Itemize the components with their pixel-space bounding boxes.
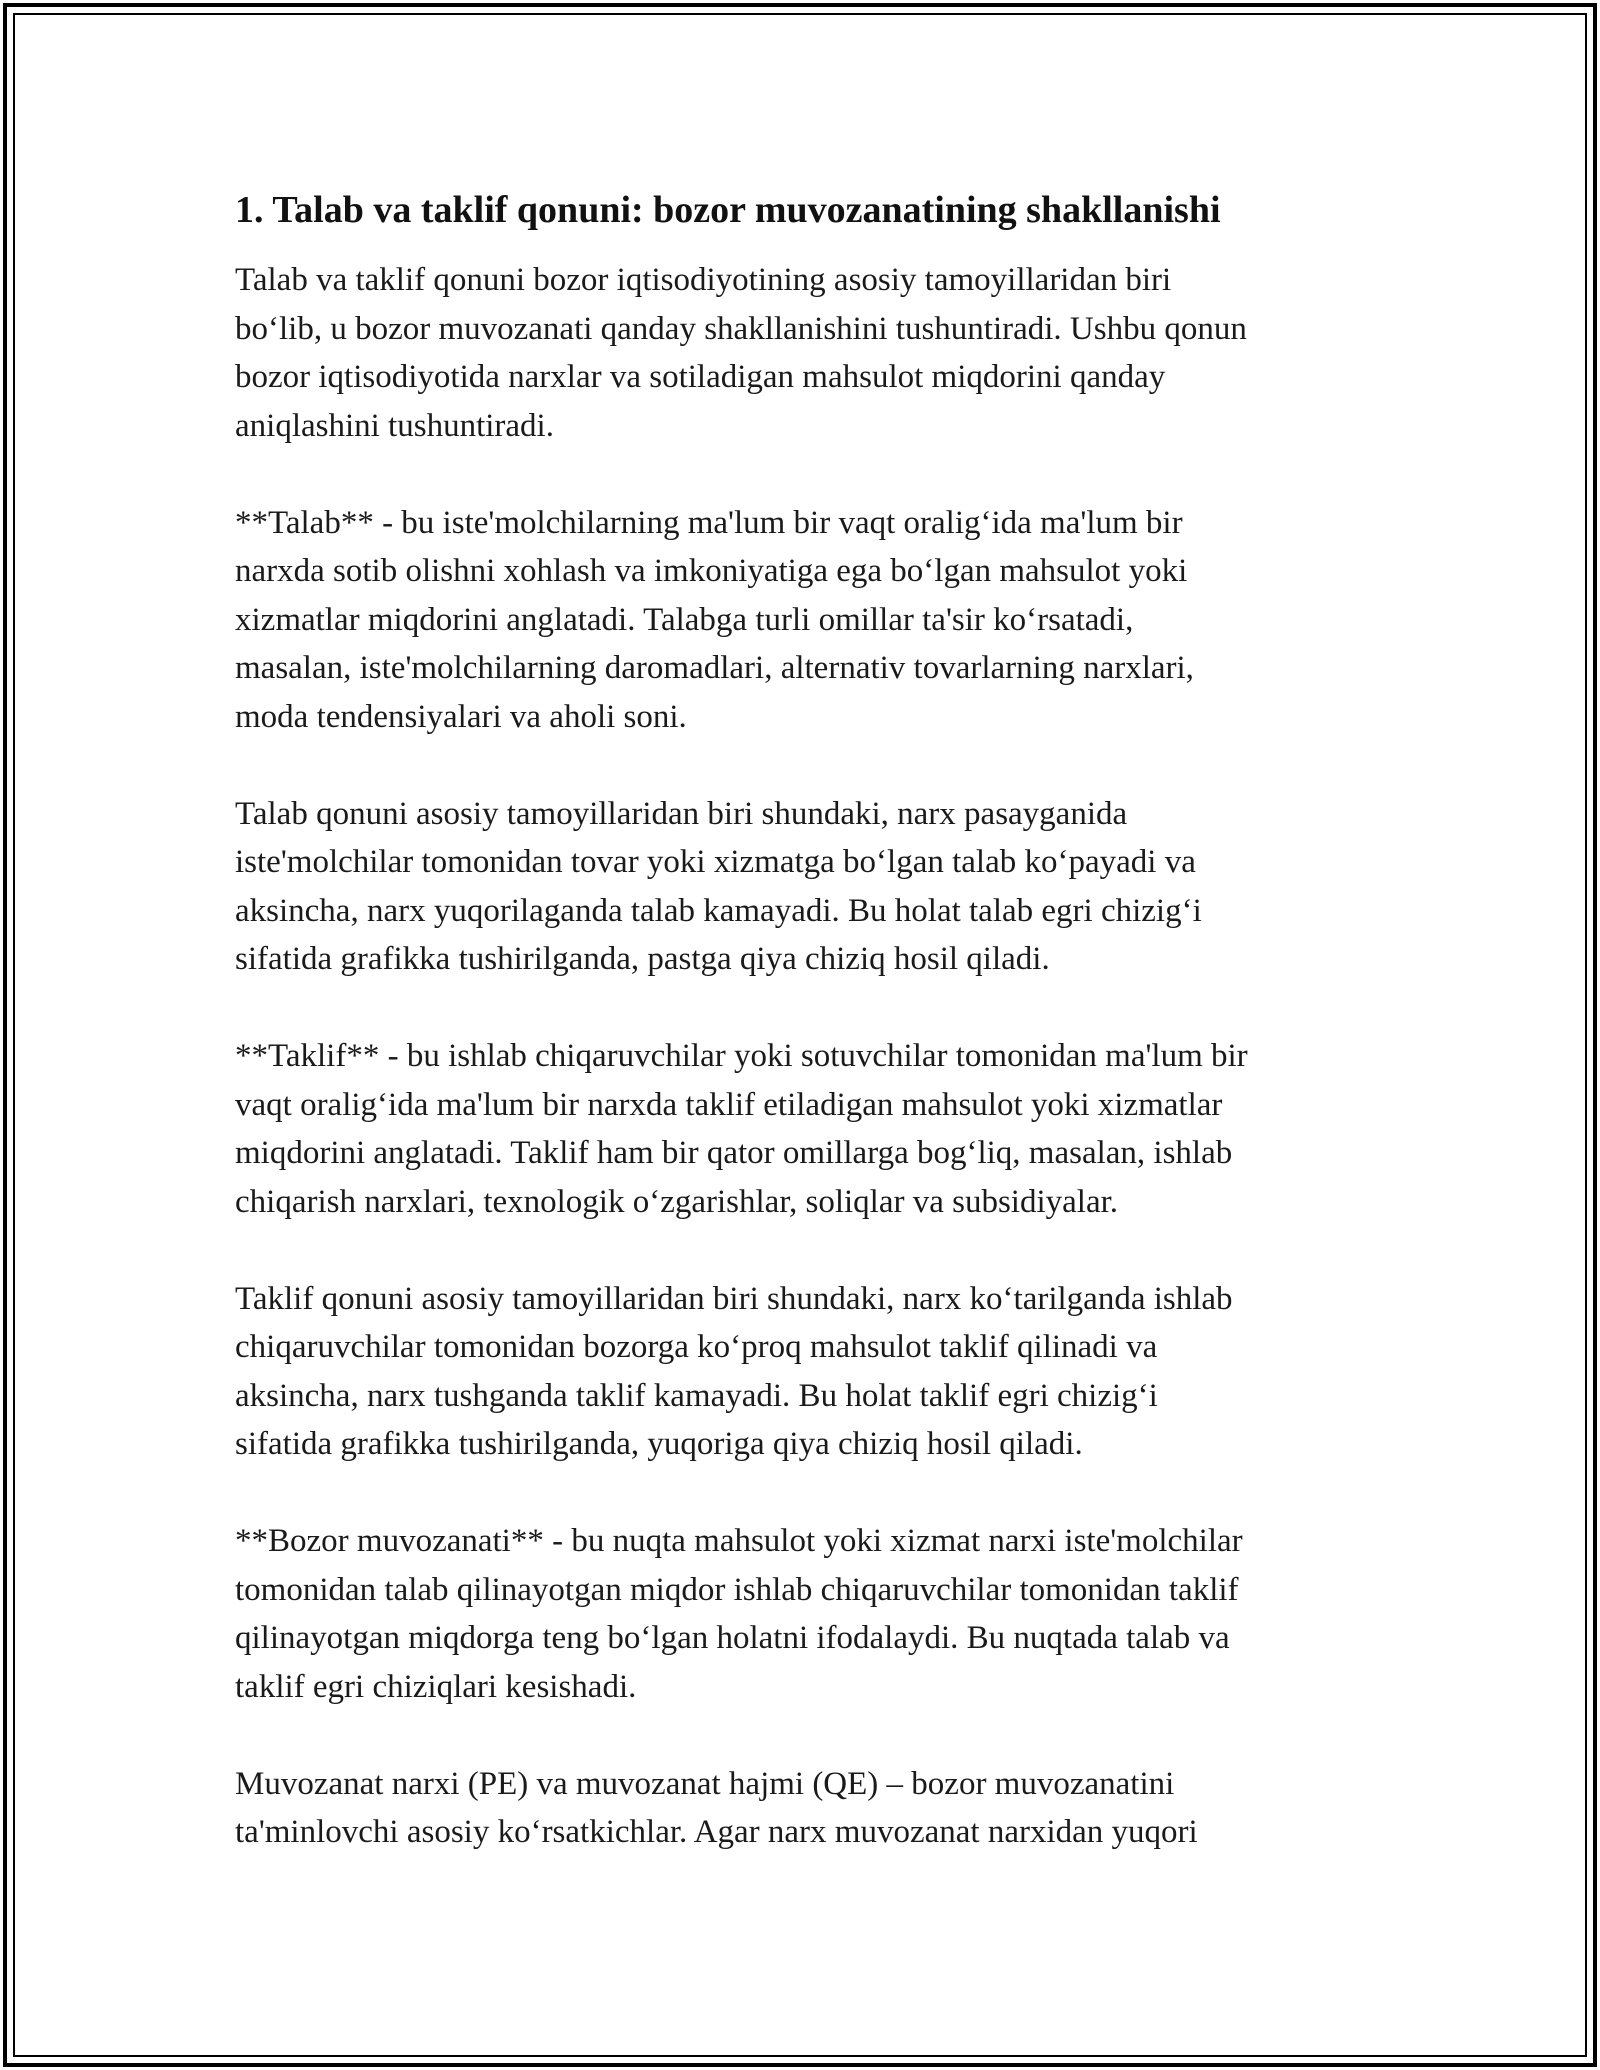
text-line: qilinayotgan miqdorga teng bo‘lgan holatni ifodalaydi. Bu nuqtada talab va [235,1620,1230,1656]
text-line: vaqt oralig‘ida ma'lum bir narxda taklif etiladigan mahsulot yoki xizmatlar [235,1086,1223,1123]
text-line: Talab qonuni asosiy tamoyillaridan biri shundaki, narx pasayganida [235,795,1128,832]
text-line: masalan, iste'molchilarning daromadlari, alternativ tovarlarning narxlari, [235,650,1194,686]
text-line: moda tendensiyalari va aholi soni. [235,698,687,735]
paragraph-market-equilibrium [235,1517,1365,1711]
paragraph-supply-law [235,1275,1365,1469]
text-line: tomonidan talab qilinayotgan miqdor ishlab chiqaruvchilar tomonidan taklif [235,1571,1239,1608]
paragraph-intro [235,256,1365,450]
text-line: **Bozor muvozanati** - bu nuqta mahsulot yoki xizmat narxi iste'molchilar [235,1523,1243,1559]
text-line: aksincha, narx tushganda taklif kamayadi. Bu holat taklif egri chizig‘i [235,1377,1158,1414]
text-line: chiqarish narxlari, texnologik o‘zgarishlar, soliqlar va subsidiyalar. [235,1183,1119,1220]
text-line: taklif egri chiziqlari kesishadi. [235,1668,637,1705]
text-line: iste'molchilar tomonidan tovar yoki xizmatga bo‘lgan talab ko‘payadi va [235,844,1196,880]
text-line: narxda sotib olishni xohlash va imkoniyatiga ega bo‘lgan mahsulot yoki [235,553,1188,589]
document-body [235,186,1365,1905]
text-line: aniqlashini tushuntiradi. [235,407,554,444]
text-line: **Taklif** - bu ishlab chiqaruvchilar yoki sotuvchilar tomonidan ma'lum bir [235,1038,1248,1074]
paragraph-equilibrium-price [235,1760,1365,1857]
text-line: chiqaruvchilar tomonidan bozorga ko‘proq mahsulot taklif qilinadi va [235,1329,1158,1365]
text-line: bozor iqtisodiyotida narxlar va sotiladigan mahsulot miqdorini qanday [235,359,1166,395]
text-line: miqdorini anglatadi. Taklif ham bir qator omillarga bog‘liq, masalan, ishlab [235,1135,1233,1171]
text-line: Muvozanat narxi (PE) va muvozanat hajmi (QE) – bozor muvozanatini [235,1765,1175,1802]
text-line: Talab va taklif qonuni bozor iqtisodiyotining asosiy tamoyillaridan biri [235,262,1172,298]
paragraph-demand-definition [235,499,1365,742]
text-line: Taklif qonuni asosiy tamoyillaridan biri shundaki, narx ko‘tarilganda ishlab [235,1280,1233,1317]
text-line: xizmatlar miqdorini anglatadi. Talabga turli omillar ta'sir ko‘rsatadi, [235,601,1134,638]
paragraph-supply-definition [235,1032,1365,1226]
text-line: ta'minlovchi asosiy ko‘rsatkichlar. Agar narx muvozanat narxidan yuqori [235,1814,1198,1850]
text-line: sifatida grafikka tushirilganda, pastga qiya chiziq hosil qiladi. [235,941,1050,977]
text-line: aksincha, narx yuqorilaganda talab kamayadi. Bu holat talab egri chizig‘i [235,892,1202,929]
paragraph-demand-law [235,790,1365,984]
text-line: **Talab** - bu iste'molchilarning ma'lum bir vaqt oralig‘ida ma'lum bir [235,504,1183,541]
section-heading: 1. Talab va taklif qonuni: bozor muvozanatining shakllanishi [235,189,1221,231]
text-line: sifatida grafikka tushirilganda, yuqoriga qiya chiziq hosil qiladi. [235,1426,1083,1462]
text-line: bo‘lib, u bozor muvozanati qanday shakllanishini tushuntiradi. Ushbu qonun [235,310,1247,347]
